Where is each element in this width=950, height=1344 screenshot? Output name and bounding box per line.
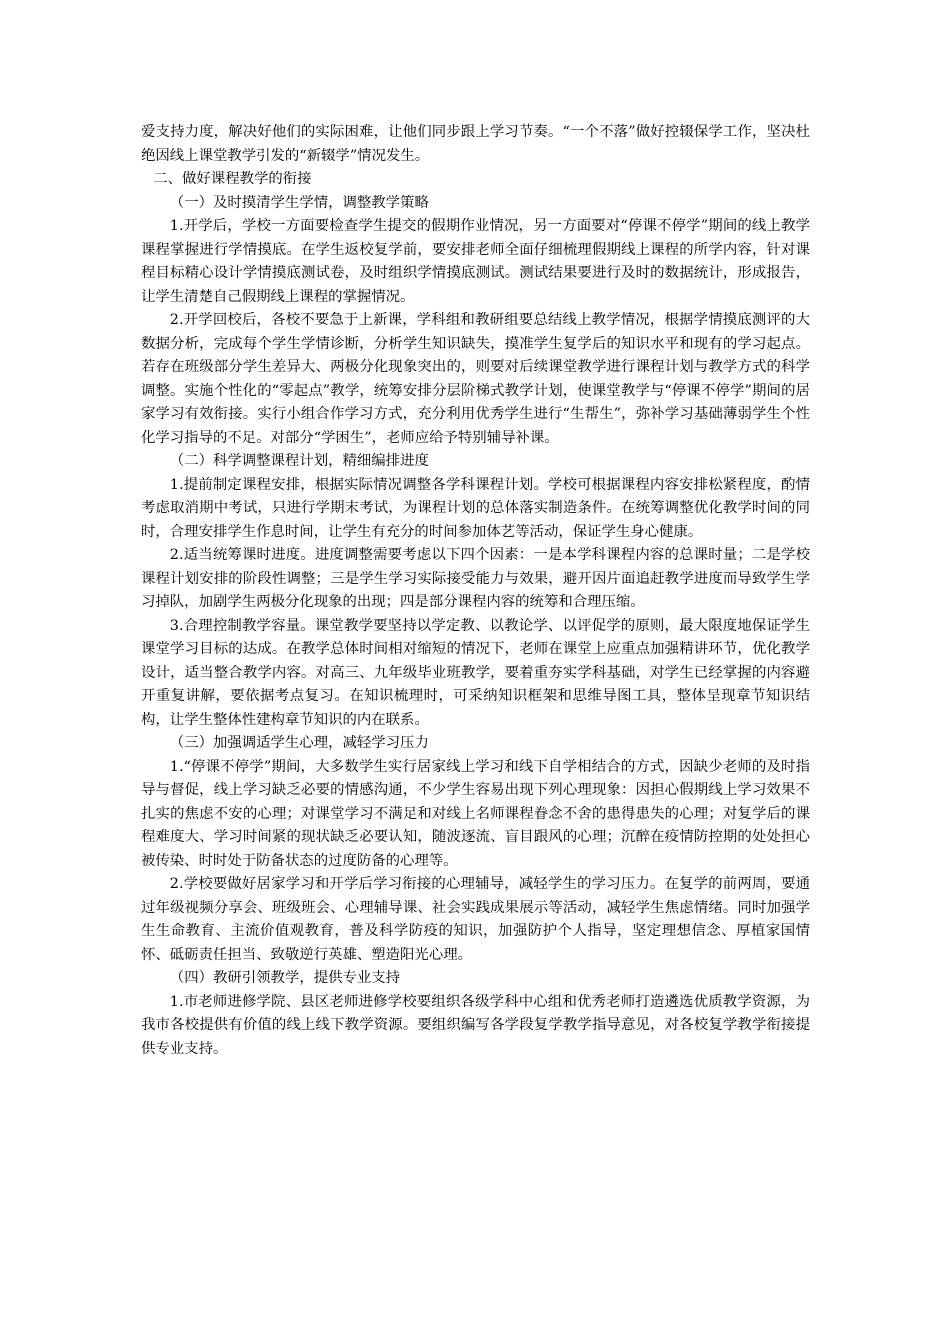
subsection-heading: （一）及时摸清学生学情，调整教学策略 xyxy=(169,194,429,211)
paragraph: 1.开学后，学校一方面要检查学生提交的假期作业情况，另一方面要对“停课不停学”期间的线上教学课程掌握进行学情摸底。在学生返校复学前，要安排老师全面仔细梳理假期线上课程的所学内容，针对课程目标精心设计学情摸底测试卷，及时组织学情摸底测试。测试结果要进行及时的数据统计，形成报告，让学生清楚自己假期线上课程的掌握情况。 xyxy=(141,218,810,305)
document-page xyxy=(141,121,810,1061)
paragraph: 3.合理控制教学容量。课堂教学要坚持以学定教、以教论学、以评促学的原则，最大限度地保证学生课堂学习目标的达成。在教学总体时间相对缩短的情况下，老师在课堂上应重点加强精讲环节，优化教学设计，适当整合教学内容。对高三、九年级毕业班教学，要着重夯实学科基础，对学生已经掌握的内容避开重复讲解，要依据考点复习。在知识梳理时，可采纳知识框架和思维导图工具，整体呈现章节知识结构，让学生整体性建构章节知识的内在联系。 xyxy=(141,617,810,728)
paragraph: 2.学校要做好居家学习和开学后学习衔接的心理辅导，减轻学生的学习压力。在复学的前两周，要通过年级视频分享会、班级班会、心理辅导课、社会实践成果展示等活动，减轻学生焦虑情绪。同时加强学生生命教育、主流价值观教育，普及科学防疫的知识，加强防护个人指导，坚定理想信念、厚植家国情怀、砥砺责任担当、致敬逆行英雄、塑造阳光心理。 xyxy=(141,876,810,963)
section-heading: 二、做好课程教学的衔接 xyxy=(153,171,312,187)
paragraph: 1.“停课不停学”期间，大多数学生实行居家线上学习和线下自学相结合的方式，因缺少老师的及时指导与督促，线上学习缺乏必要的情感沟通，不少学生容易出现下列心理现象：因担心假期线上学习效果不扎实的焦虑不安的心理；对课堂学习不满足和对线上名师课程眷念不舍的患得患失的心理；对复学后的课程难度大、学习时间紧的现状缺乏必要认知，随波逐流、盲目跟风的心理；沉醉在疫情防控期的处处担心被传染、时时处于防备状态的过度防备的心理等。 xyxy=(141,758,810,869)
paragraph-continued: 爱支持力度，解决好他们的实际困难，让他们同步跟上学习节奏。“一个不落”做好控辍保学工作，坚决杜绝因线上课堂教学引发的“新辍学”情况发生。 xyxy=(141,124,810,164)
paragraph: 1.市老师进修学院、县区老师进修学校要组织各级学科中心组和优秀老师打造遴选优质教学资源，为我市各校提供有价值的线上线下教学资源。要组织编写各学段复学教学指导意见，对各校复学教学衔接提供专业支持。 xyxy=(141,993,810,1057)
paragraph: 2.开学回校后，各校不要急于上新课，学科组和教研组要总结线上教学情况，根据学情摸底测评的大数据分析，完成每个学生学情诊断，分析学生知识缺失，摸准学生复学后的知识水平和现有的学习起点。若存在班级部分学生差异大、两极分化现象突出的，则要对后续课堂教学进行课程计划与教学方式的科学调整。实施个性化的“零起点”教学，统筹安排分层阶梯式教学计划，使课堂教学与“停课不停学”期间的居家学习有效衔接。实行小组合作学习方式，充分利用优秀学生进行“生帮生”，弥补学习基础薄弱学生个性化学习指导的不足。对部分“学困生”，老师应给予特别辅导补课。 xyxy=(141,312,810,446)
subsection-heading: （三）加强调适学生心理，减轻学习压力 xyxy=(169,735,429,751)
paragraph: 1.提前制定课程安排，根据实际情况调整各学科课程计划。学校可根据课程内容安排松紧程度，酌情考虑取消期中考试，只进行学期末考试，为课程计划的总体落实制造条件。在统筹调整优化教学时间的同时，合理安排学生作息时间，让学生有充分的时间参加体艺等活动，保证学生身心健康。 xyxy=(141,476,810,540)
subsection-heading: （四）教研引领教学，提供专业支持 xyxy=(169,970,401,986)
subsection-heading: （二）科学调整课程计划，精细编排进度 xyxy=(169,453,429,469)
paragraph: 2.适当统筹课时进度。进度调整需要考虑以下四个因素：一是本学科课程内容的总课时量；二是学校课程计划安排的阶段性调整；三是学生学习实际接受能力与效果，避开因片面追赶教学进度而导致学生学习掉队，加剧学生两极分化现象的出现；四是部分课程内容的统筹和合理压缩。 xyxy=(141,547,810,610)
